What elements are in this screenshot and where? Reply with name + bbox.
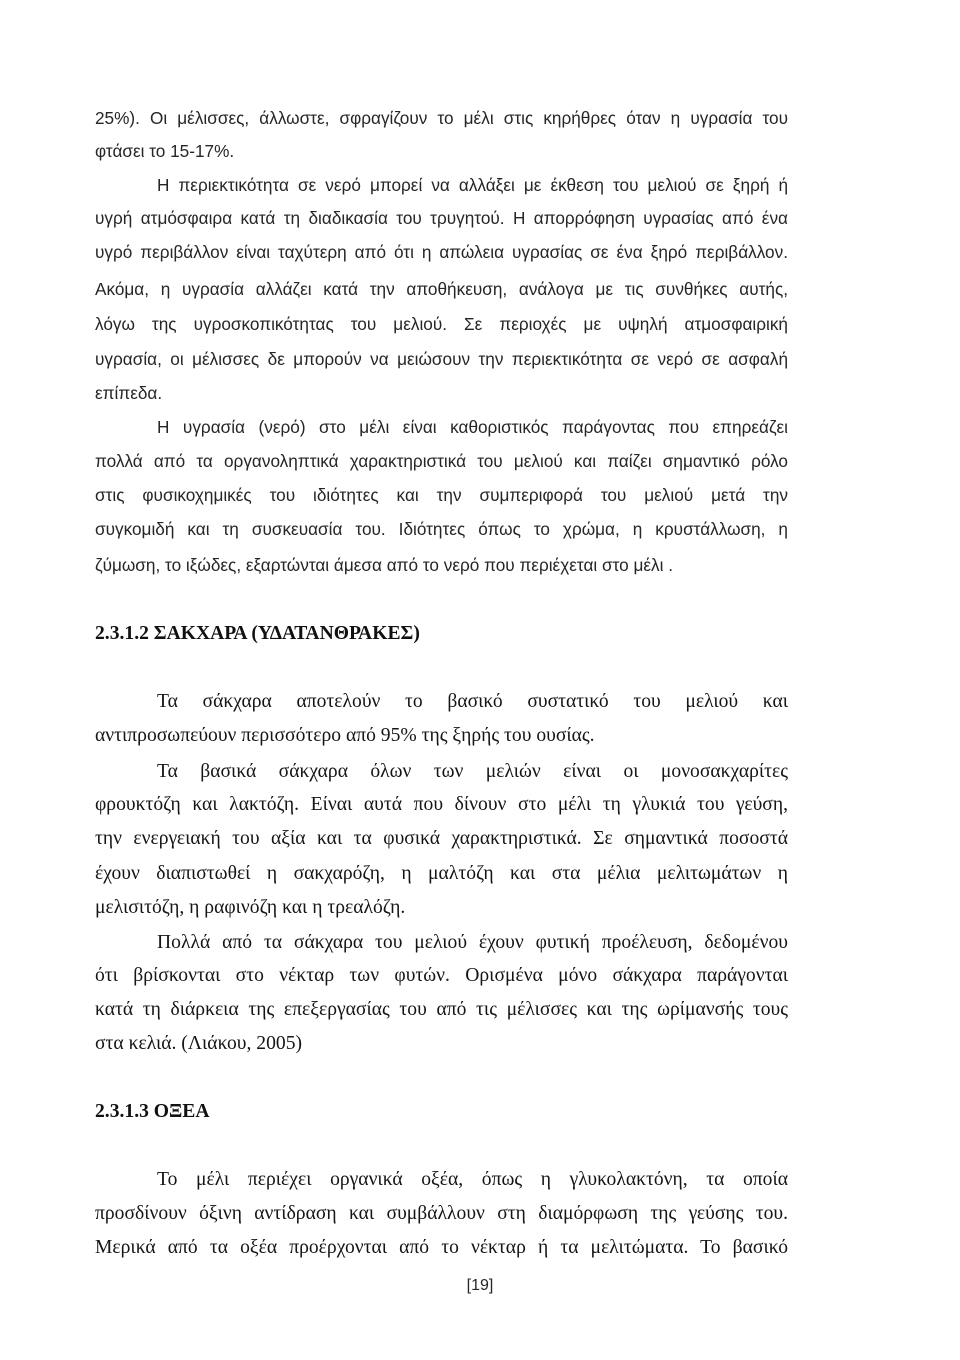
paragraph-line: συγκομιδή και τη συσκευασία του. Ιδιότητες όπως το χρώμα, η κρυστάλλωση, η bbox=[95, 519, 788, 539]
paragraph-line: Πολλά από τα σάκχαρα του μελιού έχουν φυτική προέλευση, δεδομένου bbox=[157, 932, 788, 953]
paragraph-line: Το μέλι περιέχει οργανικά οξέα, όπως η γλυκολακτόνη, τα οποία bbox=[157, 1169, 788, 1190]
page-number: [19] bbox=[466, 1277, 494, 1294]
paragraph-line: Μερικά από τα οξέα προέρχονται από το νέκταρ ή τα μελιτώματα. Το βασικό bbox=[95, 1237, 788, 1258]
paragraph-line: αντιπροσωπεύουν περισσότερο από 95% της ξηρής του ουσίας. bbox=[95, 725, 595, 746]
paragraph-line: την ενεργειακή του αξία και τα φυσικά χαρακτηριστικά. Σε σημαντικά ποσοστά bbox=[95, 828, 788, 849]
paragraph-line: φρουκτόζη και λακτόζη. Είναι αυτά που δίνουν στο μέλι τη γλυκιά του γεύση, bbox=[95, 794, 788, 815]
paragraph-line: φτάσει το 15-17%. bbox=[95, 141, 235, 161]
paragraph-line: Ακόμα, η υγρασία αλλάζει κατά την αποθήκευση, ανάλογα με τις συνθήκες αυτής, bbox=[95, 279, 788, 299]
paragraph-line: Τα βασικά σάκχαρα όλων των μελιών είναι οι μονοσακχαρίτες bbox=[157, 761, 788, 782]
paragraph-line: στα κελιά. (Λιάκου, 2005) bbox=[95, 1033, 303, 1054]
paragraph-line: κατά τη διάρκεια της επεξεργασίας του από τις μέλισσες και της ωρίμανσής τους bbox=[95, 999, 788, 1020]
paragraph-line: στις φυσικοχημικές του ιδιότητες και την συμπεριφορά του μελιού μετά την bbox=[95, 485, 788, 505]
paragraph-line: επίπεδα. bbox=[95, 383, 163, 403]
paragraph-line: μελισιτόζη, η ραφινόζη και η τρεαλόζη. bbox=[95, 897, 406, 918]
paragraph-line: Η υγρασία (νερό) στο μέλι είναι καθοριστικός παράγοντας που επηρεάζει bbox=[157, 417, 788, 437]
section-heading: 2.3.1.2 ΣΑΚΧΑΡΑ (ΥΔΑΤΑΝΘΡΑΚΕΣ) bbox=[95, 623, 420, 644]
paragraph-line: ότι βρίσκονται στο νέκταρ των φυτών. Ορισμένα μόνο σάκχαρα παράγονται bbox=[95, 965, 788, 986]
paragraph-line: ζύμωση, το ιξώδες, εξαρτώνται άμεσα από το νερό που περιέχεται στο μέλι . bbox=[95, 555, 673, 575]
paragraph-line: Η περιεκτικότητα σε νερό μπορεί να αλλάξει με έκθεση του μελιού σε ξηρή ή bbox=[157, 175, 788, 195]
paragraph-line: λόγω της υγροσκοπικότητας του μελιού. Σε περιοχές με υψηλή ατμοσφαιρική bbox=[95, 314, 788, 334]
paragraph-line: υγρή ατμόσφαιρα κατά τη διαδικασία του τρυγητού. Η απορρόφηση υγρασίας από ένα bbox=[95, 208, 788, 228]
paragraph-line: υγρό περιβάλλον είναι ταχύτερη από ότι η απώλεια υγρασίας σε ένα ξηρό περιβάλλον. bbox=[95, 242, 788, 262]
paragraph-line: προσδίνουν όξινη αντίδραση και συμβάλλουν στη διαμόρφωση της γεύσης του. bbox=[95, 1203, 788, 1224]
section-heading: 2.3.1.3 ΟΞΕΑ bbox=[95, 1101, 210, 1122]
paragraph-line: Τα σάκχαρα αποτελούν το βασικό συστατικό του μελιού και bbox=[157, 691, 788, 712]
paragraph-line: υγρασία, οι μέλισσες δε μπορούν να μειώσουν την περιεκτικότητα σε νερό σε ασφαλή bbox=[95, 349, 788, 369]
paragraph-line: πολλά από τα οργανοληπτικά χαρακτηριστικά του μελιού και παίζει σημαντικό ρόλο bbox=[95, 451, 788, 471]
paragraph-line: 25%). Οι μέλισσες, άλλωστε, σφραγίζουν το μέλι στις κηρήθρες όταν η υγρασία του bbox=[95, 108, 788, 128]
paragraph-line: έχουν διαπιστωθεί η σακχαρόζη, η μαλτόζη και στα μέλια μελιτωμάτων η bbox=[95, 863, 788, 884]
